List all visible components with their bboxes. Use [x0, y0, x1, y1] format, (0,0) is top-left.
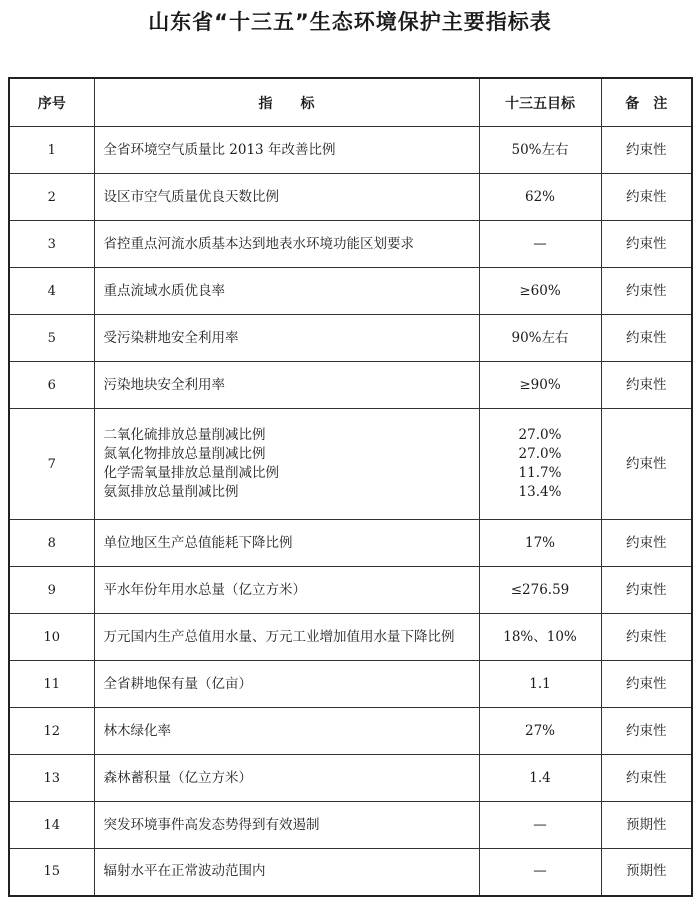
row-no: 6 [9, 362, 94, 409]
row-no: 9 [9, 567, 94, 614]
row-target: 18%、10% [479, 614, 601, 661]
row-indicator: 辐射水平在正常波动范围内 [94, 849, 479, 896]
row-no: 12 [9, 708, 94, 755]
row-indicator: 污染地块安全利用率 [94, 362, 479, 409]
row-no: 1 [9, 127, 94, 174]
row-target-group [479, 409, 601, 520]
row-indicator: 单位地区生产总值能耗下降比例 [94, 520, 479, 567]
table-row [9, 755, 692, 802]
row-target: 27.0% [518, 446, 562, 462]
row-no: 4 [9, 268, 94, 315]
row-note: 约束性 [601, 520, 692, 567]
row-indicator: 受污染耕地安全利用率 [94, 315, 479, 362]
row-indicator: 全省环境空气质量比 2013 年改善比例 [94, 127, 479, 174]
row-indicator: 重点流域水质优良率 [94, 268, 479, 315]
row-target: 27% [479, 708, 601, 755]
header-target: 十三五目标 [479, 78, 601, 127]
row-indicator: 全省耕地保有量（亿亩） [94, 661, 479, 708]
row-note: 约束性 [601, 362, 692, 409]
row-no: 3 [9, 221, 94, 268]
table-row [9, 409, 692, 520]
row-note: 约束性 [601, 708, 692, 755]
header-no: 序号 [9, 78, 94, 127]
row-indicator: 突发环境事件高发态势得到有效遏制 [94, 802, 479, 849]
row-target: — [479, 221, 601, 268]
header-indicator: 指 标 [94, 78, 479, 127]
row-indicator: 省控重点河流水质基本达到地表水环境功能区划要求 [94, 221, 479, 268]
row-no: 8 [9, 520, 94, 567]
row-note: 约束性 [601, 567, 692, 614]
row-target: 50%左右 [479, 127, 601, 174]
row-indicator: 氨氮排放总量削减比例 [103, 484, 239, 500]
table-row [9, 362, 692, 409]
header-row [9, 78, 692, 127]
row-target: 90%左右 [479, 315, 601, 362]
row-indicator: 平水年份年用水总量（亿立方米） [94, 567, 479, 614]
row-target: 27.0% [518, 427, 562, 443]
row-target: 1.1 [479, 661, 601, 708]
table-row [9, 268, 692, 315]
row-target: 1.4 [479, 755, 601, 802]
table-row [9, 708, 692, 755]
row-note: 约束性 [601, 127, 692, 174]
row-no: 10 [9, 614, 94, 661]
table-row [9, 221, 692, 268]
row-indicator: 林木绿化率 [94, 708, 479, 755]
row-indicator: 万元国内生产总值用水量、万元工业增加值用水量下降比例 [94, 614, 479, 661]
row-no: 13 [9, 755, 94, 802]
row-no: 14 [9, 802, 94, 849]
page-title: 山东省“十三五”生态环境保护主要指标表 [148, 10, 552, 34]
table-row [9, 567, 692, 614]
row-note: 约束性 [601, 614, 692, 661]
row-target: — [479, 802, 601, 849]
row-note: 预期性 [601, 802, 692, 849]
table-row [9, 520, 692, 567]
row-target: ≥60% [479, 268, 601, 315]
row-indicator-group [94, 409, 479, 520]
table-row [9, 849, 692, 896]
row-no: 2 [9, 174, 94, 221]
row-indicator: 氮氧化物排放总量削减比例 [103, 446, 266, 462]
row-target: — [479, 849, 601, 896]
row-note: 约束性 [601, 755, 692, 802]
row-note: 约束性 [601, 174, 692, 221]
header-note: 备 注 [601, 78, 692, 127]
table-row [9, 614, 692, 661]
row-note: 约束性 [601, 268, 692, 315]
indicators-table [8, 77, 693, 897]
table-row [9, 315, 692, 362]
row-no: 7 [9, 409, 94, 520]
row-note: 约束性 [601, 661, 692, 708]
table-row [9, 127, 692, 174]
row-note: 约束性 [601, 409, 692, 520]
row-note: 约束性 [601, 315, 692, 362]
row-target: ≤276.59 [479, 567, 601, 614]
row-indicator: 化学需氧量排放总量削减比例 [103, 465, 279, 481]
table-row [9, 802, 692, 849]
row-no: 5 [9, 315, 94, 362]
row-no: 15 [9, 849, 94, 896]
row-no: 11 [9, 661, 94, 708]
table-row [9, 174, 692, 221]
row-target: 13.4% [518, 484, 562, 500]
row-indicator: 设区市空气质量优良天数比例 [94, 174, 479, 221]
table-row [9, 661, 692, 708]
row-target: 11.7% [518, 465, 562, 481]
row-note: 约束性 [601, 221, 692, 268]
row-target: ≥90% [479, 362, 601, 409]
row-note: 预期性 [601, 849, 692, 896]
row-target: 17% [479, 520, 601, 567]
row-indicator: 二氧化硫排放总量削减比例 [103, 427, 266, 443]
row-indicator: 森林蓄积量（亿立方米） [94, 755, 479, 802]
row-target: 62% [479, 174, 601, 221]
